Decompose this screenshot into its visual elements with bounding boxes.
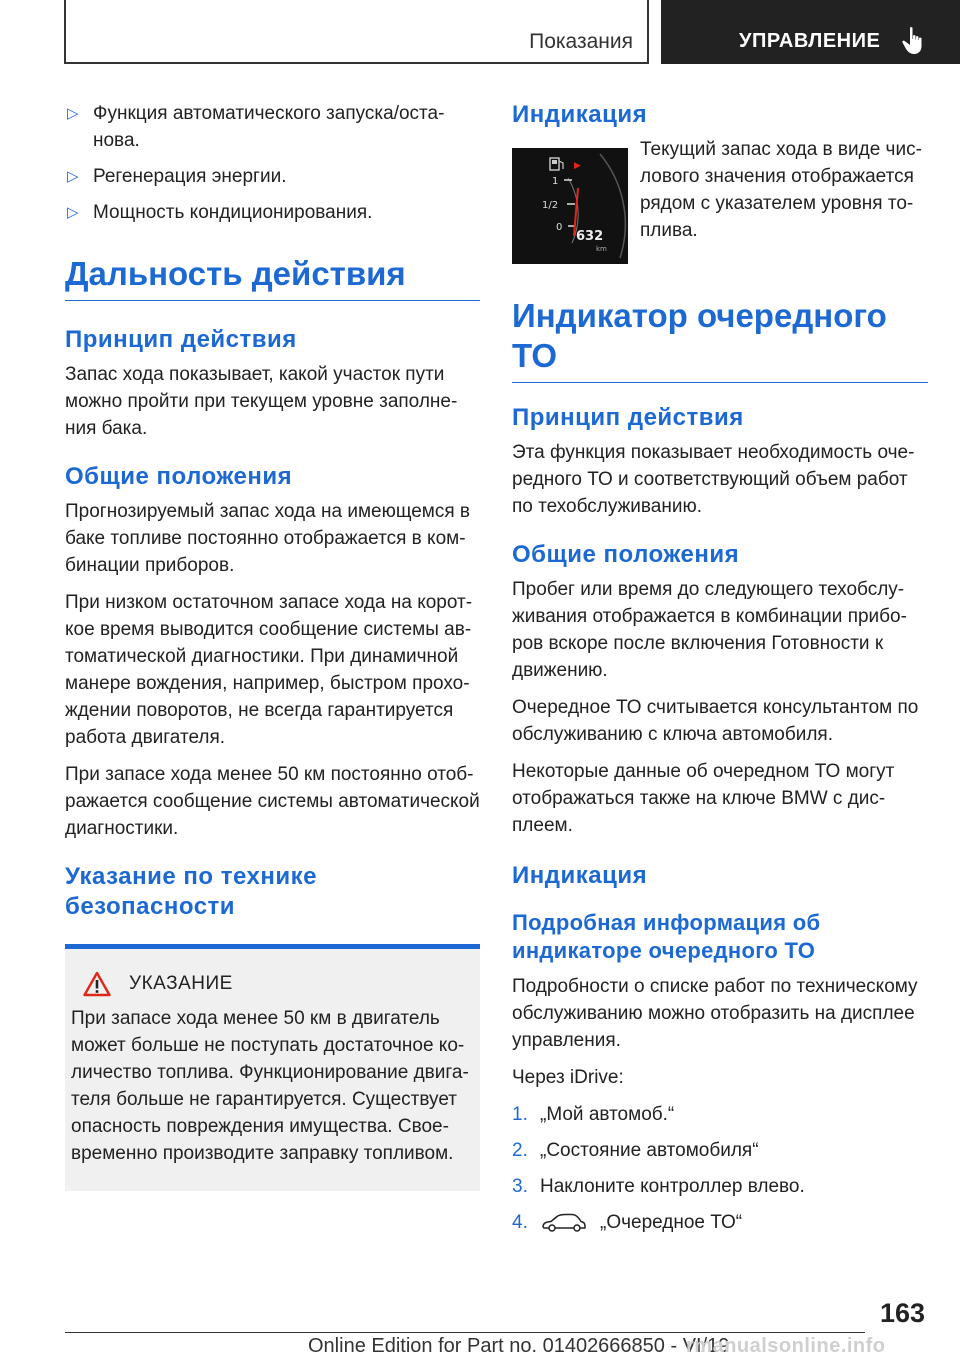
range-general-paragraph-1: Прогнозируемый запас хода на имеющемся в баке топливе постоянно отображается в ком-бинации приборов. <box>65 501 471 576</box>
range-general-paragraph-2: При низком остаточном запасе хода на корот-кое время выводится сообщение системы ав-томатической диагностики. При динамичной манере вождения, например, быстром прохо-ждении поворотов, не всегда гарантируется работа двигателя. <box>65 592 473 748</box>
list-item: 4. „Очередное ТО“ <box>512 1212 743 1233</box>
warning-triangle-icon <box>83 971 111 997</box>
triangle-bullet-icon: ▷ <box>67 105 79 122</box>
gauge-full-mark: 1 <box>552 176 559 187</box>
range-display-heading: Индикация <box>512 101 648 128</box>
triangle-bullet-icon: ▷ <box>67 204 79 221</box>
range-general-paragraph-3: При запасе хода менее 50 км постоянно отоб-ражается сообщение системы автоматической диагностики. <box>65 764 480 839</box>
service-principle-text: Эта функция показывает необходимость оче-редного ТО и соответствующий объем работ по техобслуживанию. <box>512 442 915 517</box>
list-item: ▷ Регенерация энергии. <box>65 163 480 190</box>
service-details-text: Подробности о списке работ по техническому обслуживанию можно отобразить на дисплее управления. <box>512 976 918 1051</box>
idrive-steps-list <box>512 1101 928 1236</box>
warning-label: УКАЗАНИЕ <box>129 973 233 994</box>
service-general-heading: Общие положения <box>512 541 740 568</box>
list-item: 2. „Состояние автомобиля“ <box>512 1140 759 1161</box>
footer-divider <box>65 1332 865 1333</box>
gauge-range-value: 632 <box>576 229 604 244</box>
triangle-bullet-icon: ▷ <box>67 168 79 185</box>
range-display-text: Текущий запас хода в виде чис-лового значения отображается рядом с указателем уровня то-плива. <box>640 139 922 241</box>
gauge-range-unit: km <box>596 245 607 253</box>
service-general-paragraph-3: Некоторые данные об очередном ТО могут отображаться также на ключе BMW с дис-плеем. <box>512 761 895 836</box>
edition-text: Online Edition for Part no. 01402666850 - VI/19 <box>308 1335 730 1357</box>
left-column <box>65 100 480 1191</box>
list-item: ▷ Функция автоматического запуска/оста-нова. <box>65 100 480 154</box>
section-tab <box>64 0 649 64</box>
idrive-instruction: Через iDrive: <box>512 1067 624 1088</box>
section-tab-label: Показания <box>529 30 633 53</box>
service-general-paragraph-1: Пробег или время до следующего техобслу-живания отображается в комбинации прибо-ров вскоре после включения Готовности к движению. <box>512 579 907 681</box>
safety-heading: Указание по технике безопасности <box>65 863 317 920</box>
svg-text:▶: ▶ <box>574 161 581 171</box>
warning-text: При запасе хода менее 50 км в двигатель может больше не поступать достаточное ко-личество топлива. Функционирование двига-теля больше не гарантируется. Существует опасность повреждения имущества. Свое-временно производите заправку топливом. <box>71 1008 469 1164</box>
list-item: 3. Наклоните контроллер влево. <box>512 1176 805 1197</box>
watermark: rmanualsonline.info <box>686 1335 886 1357</box>
range-general-heading: Общие положения <box>65 463 293 490</box>
service-general-paragraph-2: Очередное ТО считывается консультантом по обслуживанию с ключа автомобиля. <box>512 697 919 745</box>
pointing-hand-icon <box>901 26 927 56</box>
range-principle-text: Запас хода показывает, какой участок пути можно пройти при текущем уровне заполне-ния бака. <box>65 364 458 439</box>
fuel-gauge-image <box>512 148 628 264</box>
list-item: ▷ Мощность кондиционирования. <box>65 199 480 226</box>
right-column <box>512 100 928 1245</box>
warning-box <box>65 944 480 1191</box>
car-service-icon <box>540 1212 588 1234</box>
service-display-heading: Индикация <box>512 862 648 889</box>
gauge-empty-mark: 0 <box>556 222 563 233</box>
service-details-heading: Подробная информация об индикаторе очередного ТО <box>512 910 821 963</box>
warning-header <box>71 971 472 997</box>
gauge-half-mark: 1/2 <box>542 200 559 211</box>
chapter-tab <box>661 0 960 64</box>
service-section-title: Индикатор очередного ТО <box>512 296 928 383</box>
range-display-block <box>512 136 928 264</box>
range-principle-heading: Принцип действия <box>65 326 297 353</box>
feature-bullet-list <box>65 100 480 226</box>
chapter-tab-label: УПРАВЛЕНИЕ <box>739 30 881 52</box>
list-item: 1. „Мой автомоб.“ <box>512 1104 675 1125</box>
service-principle-heading: Принцип действия <box>512 404 744 431</box>
range-section-title: Дальность действия <box>65 254 480 301</box>
page-number: 163 <box>880 1298 926 1328</box>
